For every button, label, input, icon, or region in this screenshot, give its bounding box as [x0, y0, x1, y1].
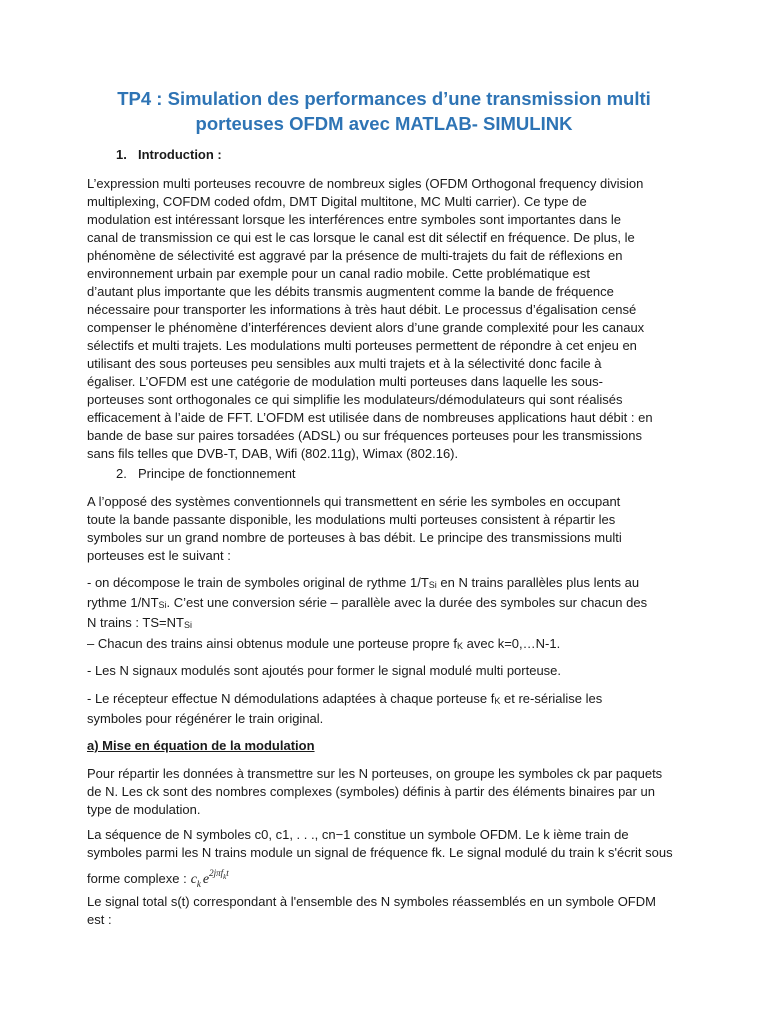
bullet-decomposition — [87, 574, 685, 634]
section-2-number: 2. — [116, 466, 127, 481]
formula-exponent — [209, 868, 229, 881]
text-line: canal de transmission ce qui est le cas lorsque le canal est dit sélectif en fréquence. De plus, le — [87, 230, 635, 245]
text-fragment: et re-sérialise les — [500, 691, 603, 706]
text-line — [87, 864, 685, 893]
text-line: phénomène de sélectivité est aggravé par la présence de multi-trajets du fait de réflexions en — [87, 248, 623, 263]
text-line — [87, 635, 685, 655]
text-fragment: - on décompose le train de symboles original de rythme 1/T — [87, 575, 429, 590]
text-line — [87, 690, 685, 710]
text-fragment: - Le récepteur effectue N démodulations adaptées à chaque porteuse f — [87, 691, 495, 706]
subscript: Si — [428, 580, 437, 590]
title-line-2: porteuses OFDM avec MATLAB- SIMULINK — [195, 113, 573, 134]
text-line — [87, 574, 685, 594]
total-signal-paragraph — [87, 893, 685, 929]
section-2-heading — [116, 465, 296, 483]
text-line: d’autant plus importante que les débits transmis augmentent comme la bande de fréquence — [87, 284, 614, 299]
principle-paragraph — [87, 493, 685, 565]
text-fragment: – Chacun des trains ainsi obtenus module une porteuse propre f — [87, 636, 458, 651]
subscript: K — [457, 641, 464, 651]
text-line: efficacement à l’aide de FFT. L’OFDM est utilisée dans de nombreuses applications haut débit : en — [87, 410, 653, 425]
section-2-title: Principe de fonctionnement — [138, 466, 296, 481]
formula-symbol: e — [202, 872, 210, 887]
text-line: est : — [87, 912, 112, 927]
section-1-heading — [116, 146, 222, 164]
text-line: symboles sur un grand nombre de porteuses à bas débit. Le principe des transmissions multi — [87, 530, 622, 545]
text-line: sans fils telles que DVB-T, DAB, Wifi (802.11g), Wimax (802.16). — [87, 446, 459, 461]
text-fragment: avec k=0,…N-1. — [463, 636, 561, 651]
text-line: environnement urbain par exemple pour un canal radio mobile. Cette problématique est — [87, 266, 590, 281]
formula-exponent-text: t — [226, 868, 229, 878]
text-fragment: . C’est une conversion série – parallèle avec la durée des symboles sur chacun des — [166, 595, 648, 610]
subscript: K — [494, 696, 501, 706]
text-line — [87, 614, 685, 634]
text-line: porteuses est le suivant : — [87, 548, 231, 563]
document-title — [60, 86, 708, 136]
bullet-sum-signals — [87, 662, 685, 680]
text-line: bande de base sur paires torsadées (ADSL) ou sur fréquences porteuses pour les transmissions — [87, 428, 642, 443]
subscript: Si — [158, 600, 167, 610]
text-line: modulation est intéressant lorsque les interférences entre symboles sont importantes dans le — [87, 212, 622, 227]
text-line: de N. Les ck sont des nombres complexes (symboles) définis à partir des éléments binaires par un — [87, 784, 655, 799]
ofdm-symbol-paragraph — [87, 826, 685, 893]
formula-exponent-subscript: k — [223, 872, 227, 881]
text-line: - Les N signaux modulés sont ajoutés pour former le signal modulé multi porteuse. — [87, 663, 562, 678]
subscript: Si — [183, 620, 192, 630]
text-line: toute la bande passante disponible, les modulations multi porteuses consistent à répartir les — [87, 512, 616, 527]
grouping-paragraph — [87, 765, 685, 819]
complex-formula — [190, 868, 229, 889]
text-line: sélectifs et multi trajets. Les modulations multi porteuses permettent de répondre à cet enjeu en — [87, 338, 637, 353]
text-line: L’expression multi porteuses recouvre de nombreux sigles (OFDM Orthogonal frequency division — [87, 176, 644, 191]
bullet-carrier-modulation — [87, 635, 685, 655]
text-line — [87, 594, 685, 614]
text-line: utilisant des sous porteuses peu sensibles aux multi trajets et à la sélectivité donc facile à — [87, 356, 602, 371]
formula-exponent-text: 2jπf — [209, 868, 224, 878]
text-line: type de modulation. — [87, 802, 201, 817]
title-line-1: TP4 : Simulation des performances d’une transmission multi — [117, 88, 651, 109]
text-line: multiplexing, COFDM coded ofdm, DMT Digital multitone, MC Multi carrier). Ce type de — [87, 194, 587, 209]
introduction-paragraph — [87, 175, 685, 463]
text-fragment: rythme 1/NT — [87, 595, 159, 610]
text-fragment: N trains : TS=NT — [87, 615, 184, 630]
text-line: nécessaire pour transporter les informations à très haut débit. Le processus d’égalisation censé — [87, 302, 637, 317]
text-fragment: forme complexe : — [87, 871, 187, 886]
formula-symbol: c — [190, 872, 197, 887]
text-line: symboles parmi les N trains module un signal de fréquence fk. Le signal modulé du train k s'écrit sous — [87, 845, 673, 860]
bullet-receiver — [87, 690, 685, 728]
subsection-a-heading: a) Mise en équation de la modulation — [87, 738, 315, 753]
text-line: A l’opposé des systèmes conventionnels qui transmettent en série les symboles en occupant — [87, 494, 621, 509]
formula-subscript: k — [196, 878, 201, 889]
text-line: égaliser. L’OFDM est une catégorie de modulation multi porteuses dans laquelle les sous- — [87, 374, 603, 389]
text-line: symboles pour régénérer le train original. — [87, 711, 324, 726]
text-fragment: en N trains parallèles plus lents au — [436, 575, 640, 590]
text-line: porteuses sont orthogonales ce qui simplifie les modulateurs/démodulateurs qui sont réalisés — [87, 392, 623, 407]
section-1-title: Introduction : — [138, 147, 222, 162]
text-line: Le signal total s(t) correspondant à l'ensemble des N symboles réassemblés en un symbole OFDM — [87, 894, 656, 909]
text-line: compenser le phénomène d’interférences devient alors d’une grande complexité pour les canaux — [87, 320, 645, 335]
text-line: Pour répartir les données à transmettre sur les N porteuses, on groupe les symboles ck par paquets — [87, 766, 663, 781]
section-1-number: 1. — [116, 147, 127, 162]
text-line: La séquence de N symboles c0, c1, . . ., cn−1 constitue un symbole OFDM. Le k ième train de — [87, 827, 629, 842]
